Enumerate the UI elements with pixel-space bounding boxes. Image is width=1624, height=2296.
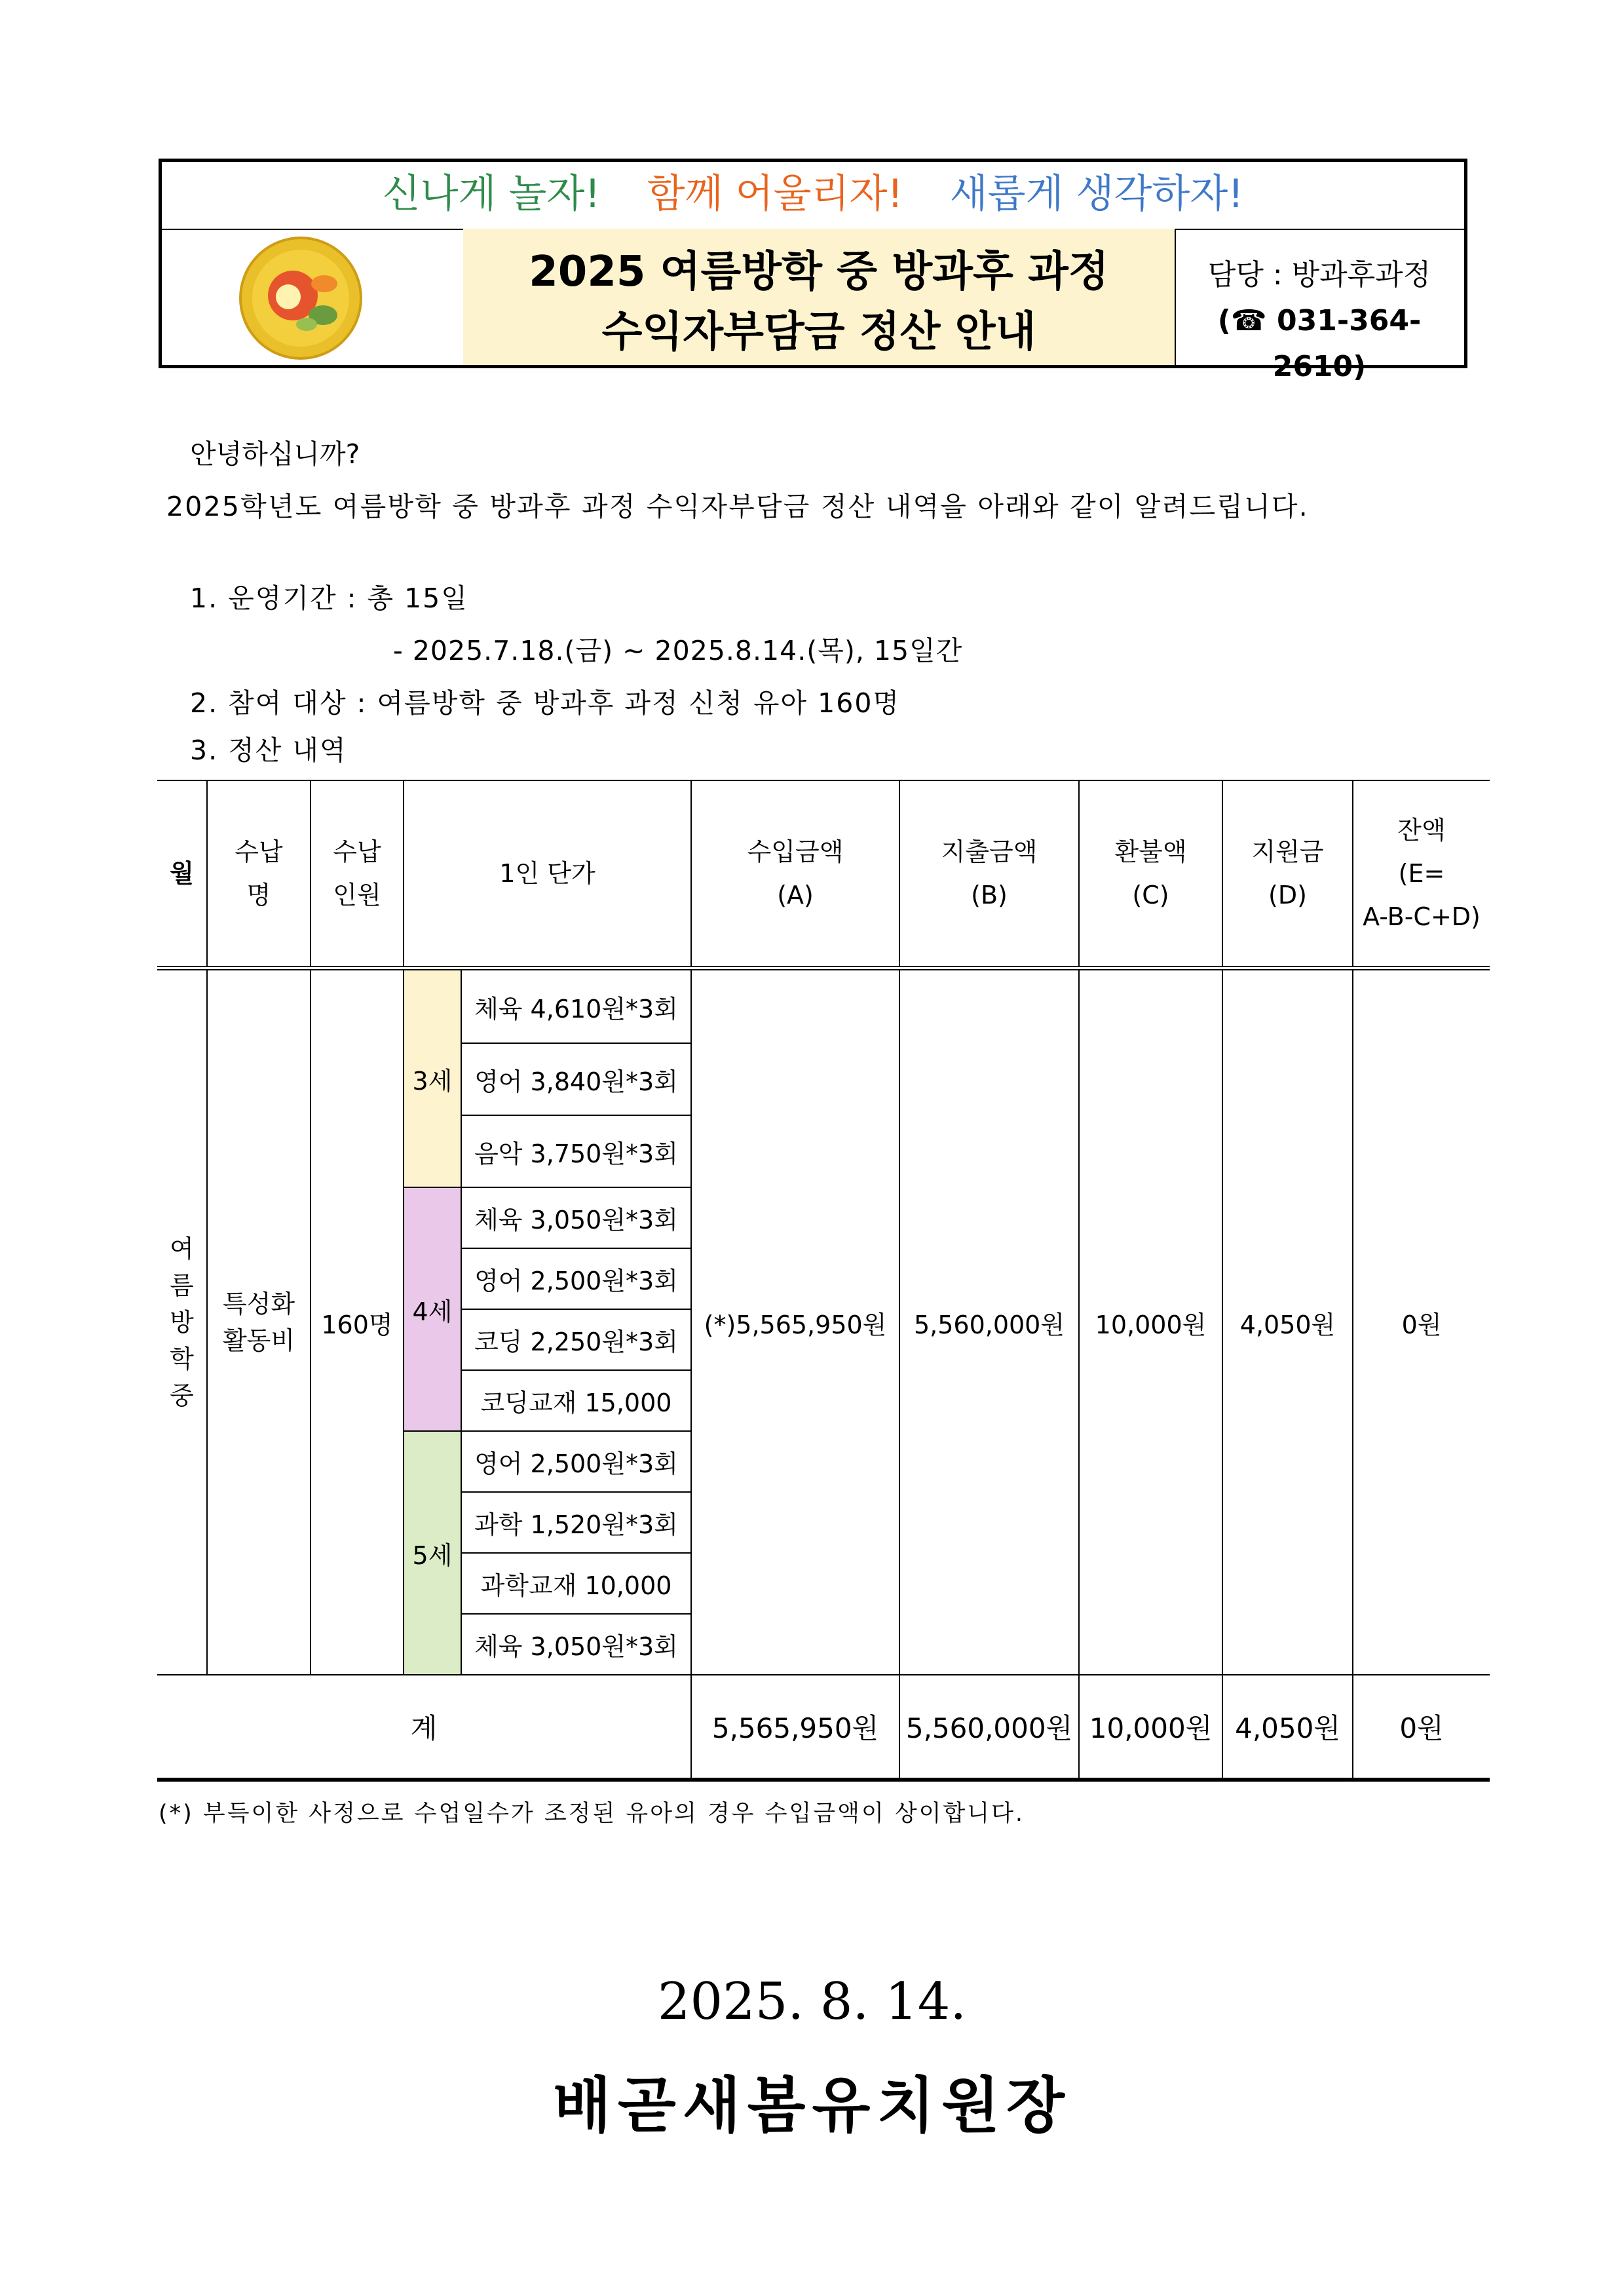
item-period-detail: - 2025.7.18.(금) ~ 2025.8.14.(목), 15일간 [393,635,963,666]
header-unit-price-text: 1인 단가 [499,859,595,888]
age4-item-1: 체육 3,050원*3회 [461,1187,691,1248]
kindergarten-logo [162,229,463,368]
name-text: 특성화 활동비 [222,1290,295,1355]
age5-item-1: 영어 2,500원*3회 [461,1431,691,1492]
header-name [207,780,311,968]
title-line-2: 수익자부담금 정산 안내 [601,308,1036,356]
header-income-text: 수입금액 (A) [747,837,844,909]
total-expense: 5,560,000원 [899,1675,1079,1780]
cell-balance: 0원 [1353,968,1490,1675]
age3-item-3: 음악 3,750원*3회 [461,1115,691,1187]
age3-item-2: 영어 3,840원*3회 [461,1043,691,1115]
title-line-1: 2025 여름방학 중 방과후 과정 [529,248,1109,296]
cell-income: (*)5,565,950원 [691,968,899,1675]
age4-label: 4세 [404,1187,461,1431]
cell-support: 4,050원 [1222,968,1353,1675]
item-target: 2. 참여 대상 : 여름방학 중 방과후 과정 신청 유아 160명 [190,687,901,719]
age5-item-2: 과학 1,520원*3회 [461,1492,691,1553]
header-support-text: 지원금 (D) [1251,837,1324,909]
age4-item-2: 영어 2,500원*3회 [461,1248,691,1309]
total-support: 4,050원 [1222,1675,1353,1780]
cell-count: 160명 [311,968,404,1675]
age5-label: 5세 [404,1431,461,1675]
header-count-text: 수납 인원 [333,837,381,909]
total-income: 5,565,950원 [691,1675,899,1780]
age5-item-3: 과학교재 10,000 [461,1553,691,1614]
month-text: 여 름 방 학 중 [170,1234,194,1410]
contact-phone: (☎ 031-364-2610) [1217,304,1422,383]
document-date: 2025. 8. 14. [657,1972,967,2031]
header-expense-text: 지출금액 (B) [941,837,1038,909]
age4-item-3: 코딩 2,250원*3회 [461,1309,691,1370]
signer: 배곧새봄유치원장 [553,2070,1071,2141]
item-settlement: 3. 정산 내역 [190,735,347,766]
logo-cell [162,229,464,365]
slogan-2: 함께 어울리자! [647,171,903,217]
header-name-text: 수납 명 [235,837,283,909]
header-income [691,780,899,968]
intro-body: 2025학년도 여름방학 중 방과후 과정 수익자부담금 정산 내역을 아래와 같이 알려드립니다. [166,491,1309,522]
greeting: 안녕하십니까? [190,438,360,470]
header-support [1222,780,1353,968]
cell-refund: 10,000원 [1079,968,1222,1675]
total-row [157,1675,1490,1780]
table-header-row [157,780,1490,968]
settlement-table [157,780,1490,1782]
header-month-text: 월 [170,859,194,888]
table-row [157,968,1490,1044]
contact-cell [1175,229,1464,383]
age3-item-1: 체육 4,610원*3회 [461,968,691,1044]
cell-expense: 5,560,000원 [899,968,1079,1675]
header-expense [899,780,1079,968]
cell-month [157,968,207,1675]
title-cell [463,229,1176,365]
header-refund [1079,780,1222,968]
header-balance-text: 잔액 (E= A-B-C+D) [1363,816,1481,931]
header-month [157,780,207,968]
header-balance [1353,780,1490,968]
age4-item-4: 코딩교재 15,000 [461,1370,691,1431]
cell-name [207,968,311,1675]
header-unit-price [404,780,691,968]
header-count [311,780,404,968]
total-label: 계 [157,1675,691,1780]
slogan-3: 새롭게 생각하자! [949,171,1244,217]
header-box [159,159,1467,383]
age5-item-4: 체육 3,050원*3회 [461,1614,691,1675]
header-refund-text: 환불액 (C) [1114,837,1187,909]
contact-department: 담당 : 방과후과정 [1207,258,1431,292]
total-refund: 10,000원 [1079,1675,1222,1780]
slogan-1: 신나게 놀자! [382,171,601,217]
slogan-row [162,162,1464,230]
footnote: (*) 부득이한 사정으로 수업일수가 조정된 유아의 경우 수입금액이 상이합니다. [159,1801,1025,1827]
age3-label: 3세 [404,968,461,1188]
item-period: 1. 운영기간 : 총 15일 [190,583,468,614]
total-balance: 0원 [1353,1675,1490,1780]
